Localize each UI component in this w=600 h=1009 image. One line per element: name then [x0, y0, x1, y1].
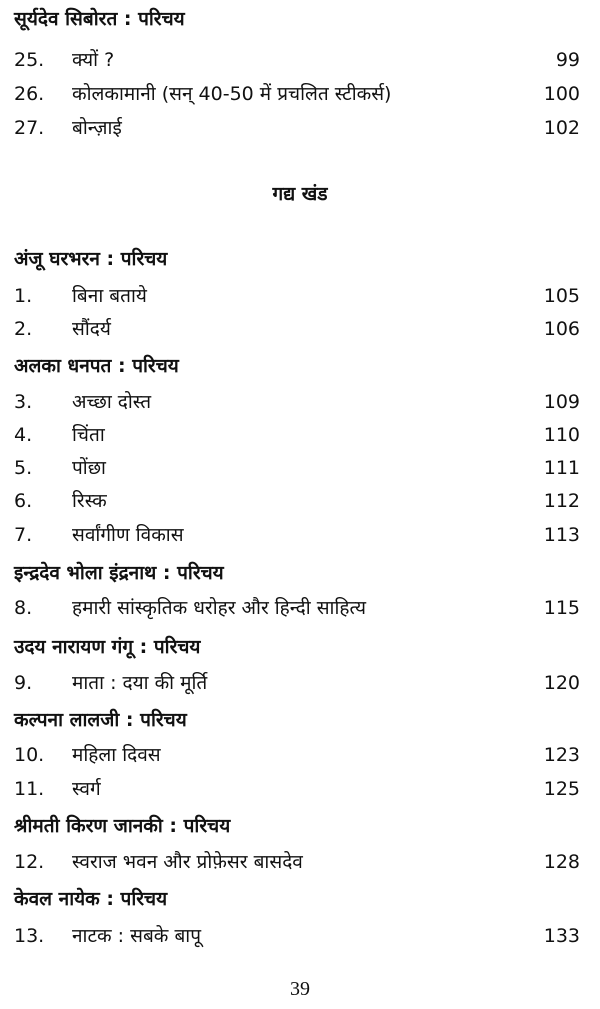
entry-page: 111 — [543, 457, 580, 479]
author-heading: केवल नायेक : परिचय — [14, 888, 168, 910]
toc-entry — [14, 487, 580, 515]
entry-number: 10. — [14, 744, 45, 766]
toc-entry — [14, 454, 580, 482]
entry-title: क्यों ? — [72, 49, 115, 71]
entry-number: 13. — [14, 925, 45, 947]
toc-entry — [14, 114, 580, 142]
toc-entry — [14, 521, 580, 549]
entry-number: 3. — [14, 391, 33, 413]
entry-number: 1. — [14, 285, 33, 307]
entry-title: पोंछा — [72, 457, 106, 479]
toc-entry — [14, 741, 580, 769]
entry-title: सर्वांगीण विकास — [72, 524, 184, 546]
author-heading: श्रीमती किरण जानकी : परिचय — [14, 815, 231, 837]
entry-page: 102 — [543, 117, 580, 139]
entry-number: 8. — [14, 597, 33, 619]
entry-title: बिना बताये — [72, 285, 147, 307]
toc-entry — [14, 388, 580, 416]
entry-title: नाटक : सबके बापू — [72, 925, 202, 947]
entry-title: कोलकामानी (सन् 40-50 में प्रचलित स्टीकर्स) — [72, 83, 392, 105]
toc-entry — [14, 282, 580, 310]
entry-title: माता : दया की मूर्ति — [72, 672, 208, 694]
toc-entry — [14, 80, 580, 108]
entry-page: 106 — [543, 318, 580, 340]
author-heading: अलका धनपत : परिचय — [14, 355, 179, 377]
entry-page: 133 — [543, 925, 580, 947]
entry-number: 26. — [14, 83, 45, 105]
entry-page: 99 — [555, 49, 580, 71]
entry-page: 115 — [543, 597, 580, 619]
toc-entry — [14, 922, 580, 950]
entry-page: 125 — [543, 778, 580, 800]
toc-entry — [14, 594, 580, 622]
entry-number: 4. — [14, 424, 33, 446]
entry-title: सौंदर्य — [72, 318, 111, 340]
entry-page: 113 — [543, 524, 580, 546]
author-heading: अंजू घरभरन : परिचय — [14, 248, 168, 270]
entry-number: 12. — [14, 851, 45, 873]
entry-title: अच्छा दोस्त — [72, 391, 152, 413]
entry-title: चिंता — [72, 424, 105, 446]
entry-number: 6. — [14, 490, 33, 512]
entry-number: 27. — [14, 117, 45, 139]
toc-entry — [14, 775, 580, 803]
entry-number: 11. — [14, 778, 45, 800]
page-number: 39 — [290, 978, 310, 1000]
entry-number: 25. — [14, 49, 45, 71]
toc-entry — [14, 46, 580, 74]
entry-title: हमारी सांस्कृतिक धरोहर और हिन्दी साहित्य — [72, 597, 366, 619]
entry-page: 109 — [543, 391, 580, 413]
author-heading: उदय नारायण गंगू : परिचय — [14, 636, 201, 658]
entry-page: 112 — [543, 490, 580, 512]
toc-entry — [14, 669, 580, 697]
entry-number: 9. — [14, 672, 33, 694]
entry-title: स्वराज भवन और प्रोफ़ेसर बासदेव — [72, 851, 303, 873]
toc-entry — [14, 421, 580, 449]
entry-title: रिस्क — [72, 490, 107, 512]
entry-page: 110 — [543, 424, 580, 446]
entry-page: 105 — [543, 285, 580, 307]
entry-page: 120 — [543, 672, 580, 694]
toc-entry — [14, 848, 580, 876]
author-heading: इन्द्रदेव भोला इंद्रनाथ : परिचय — [14, 562, 224, 584]
entry-number: 7. — [14, 524, 33, 546]
section-title: गद्य खंड — [272, 183, 328, 205]
entry-title: स्वर्ग — [72, 778, 101, 800]
entry-title: महिला दिवस — [72, 744, 161, 766]
author-heading: कल्पना लालजी : परिचय — [14, 709, 187, 731]
author-heading: सूर्यदेव सिबोरत : परिचय — [14, 8, 185, 30]
toc-entry — [14, 315, 580, 343]
entry-page: 100 — [543, 83, 580, 105]
entry-title: बोन्ज़ाई — [72, 117, 122, 139]
entry-page: 128 — [543, 851, 580, 873]
entry-number: 5. — [14, 457, 33, 479]
entry-number: 2. — [14, 318, 33, 340]
entry-page: 123 — [543, 744, 580, 766]
